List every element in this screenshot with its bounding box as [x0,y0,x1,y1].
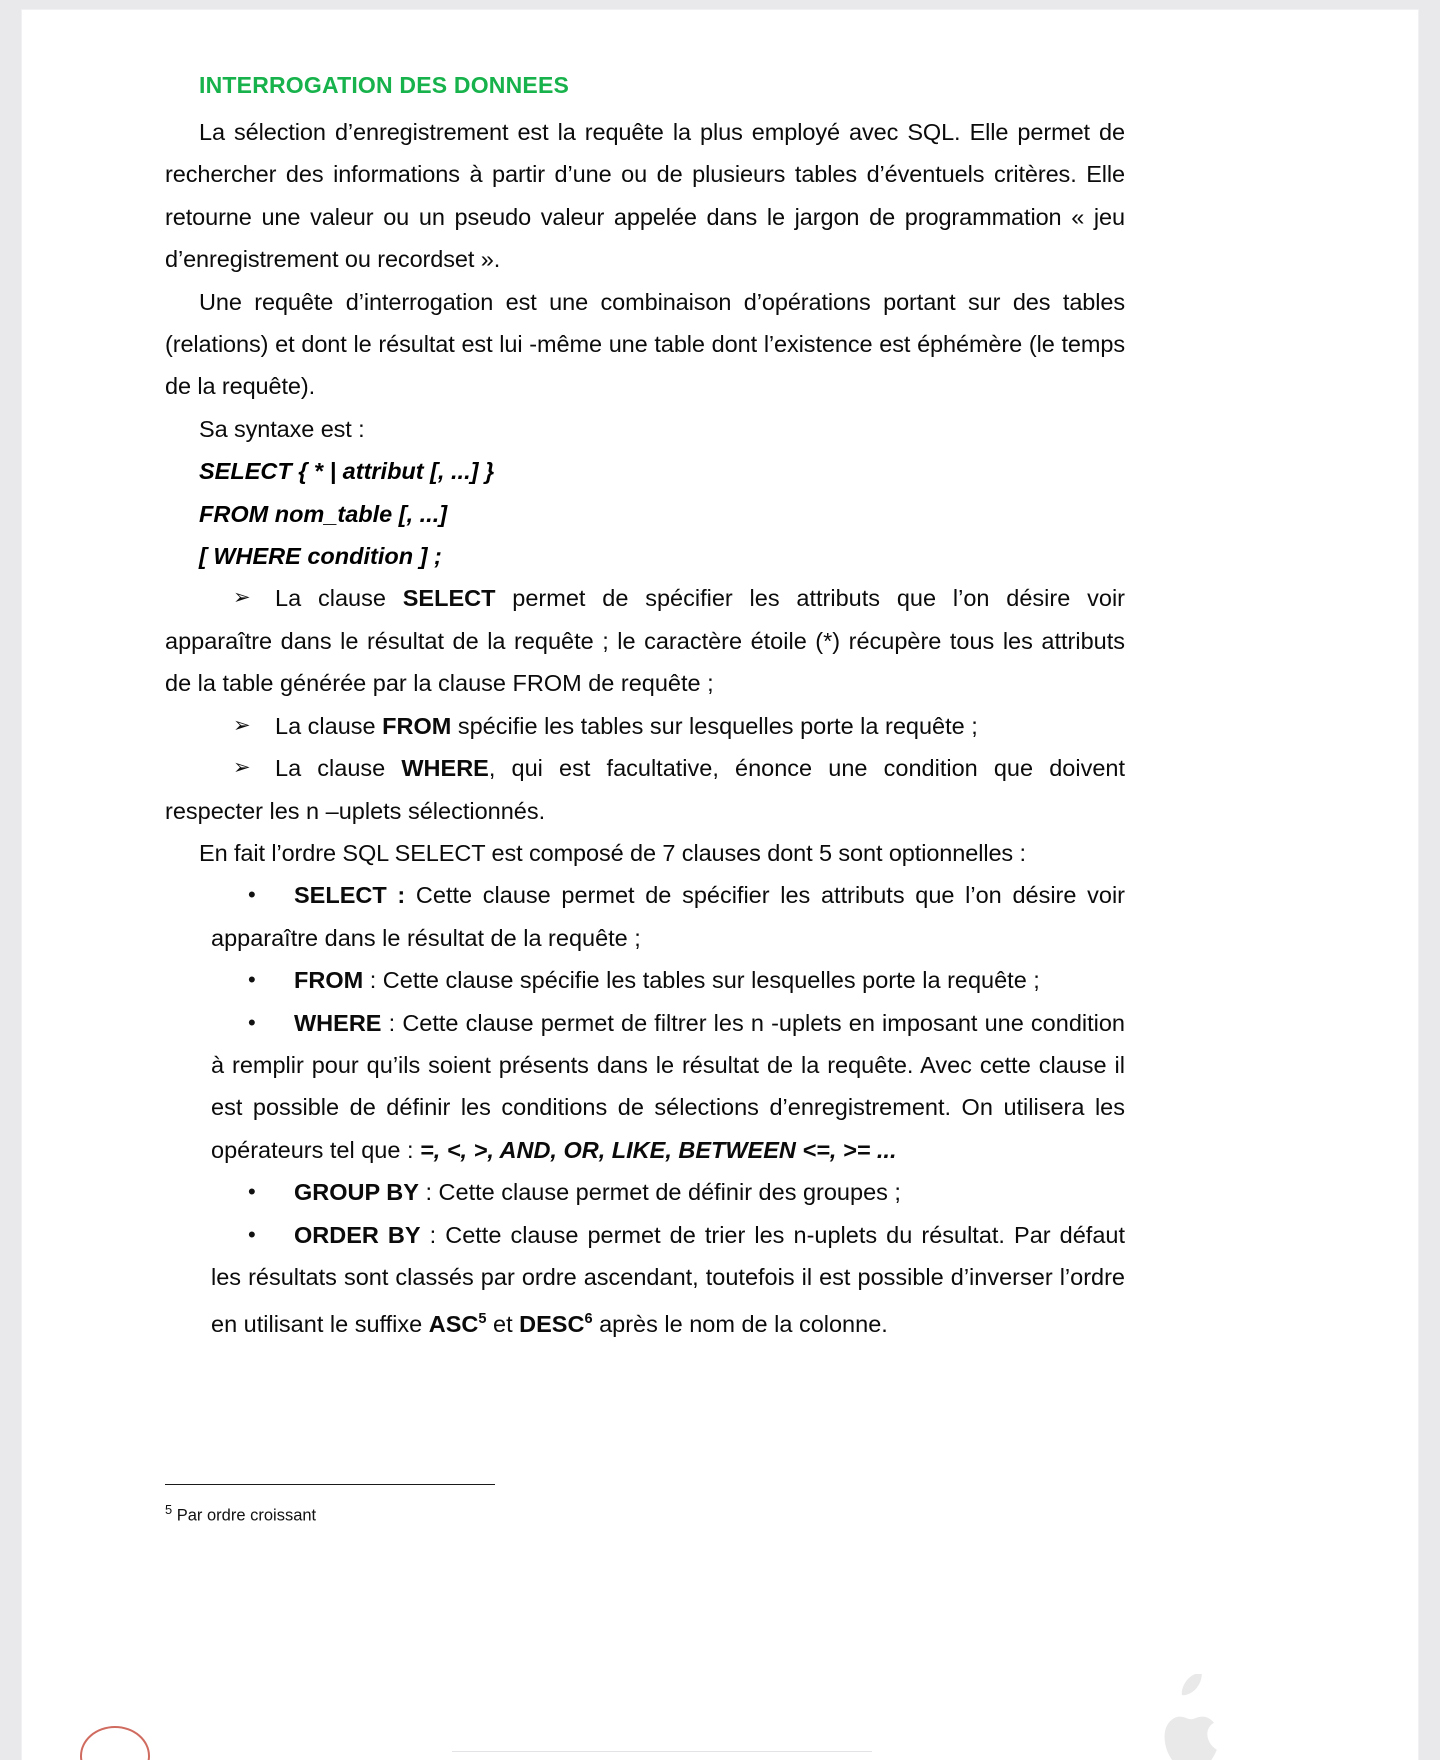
dot-bullet-icon: • [248,1221,256,1247]
list-item [165,959,1125,1001]
red-stamp-watermark [80,1726,150,1760]
paragraph-clause-count: En fait l’ordre SQL SELECT est composé de 7 clauses dont 5 sont optionnelles : [199,839,1026,866]
list-item-keyword: SELECT : [294,882,406,909]
syntax-line-where: [ WHERE condition ] ; [199,543,442,570]
dot-bullet-icon: • [248,967,256,993]
list-item-text: : Cette clause permet de filtrer les n -uplets en imposant une condition à remplir pour qu’ils soient présents dans le résultat de la requête. Avec cette clause il est possible de définir les conditions de sélections d’enregistrement. On utilisera les opérateurs tel que : [211,1009,1125,1163]
list-item [165,577,1125,704]
paragraph-definition: Une requête d’interrogation est une combinaison d’opérations portant sur des tables (relations) et dont le résultat est lui -même une table dont l’existence est éphémère (le temps de la requête). [165,288,1125,400]
footnote-marker: 5 [165,1502,173,1517]
list-item-tail: après le nom de la colonne. [592,1311,888,1338]
list-item-keyword: FROM [294,967,364,994]
list-item [165,1002,1125,1172]
footnote-ref-5: 5 [478,1311,487,1328]
sql-operators: =, <, >, AND, OR, LIKE, BETWEEN <=, >= ... [420,1136,897,1163]
syntax-line-select: SELECT { * | attribut [, ...] } [199,458,495,485]
footnote [165,1498,316,1528]
viewer-left-strip [0,0,22,1760]
list-item-keyword: WHERE [401,755,489,782]
list-item-text: : Cette clause permet de trier les n-uplets du résultat. Par défaut les résultats sont classés par ordre ascendant, toutefois il est possible d’inverser l’ordre en utilisant le suffixe [211,1221,1125,1338]
list-item-keyword: SELECT [402,585,496,612]
arrow-bullet-icon: ➢ [233,756,251,780]
list-item-text: spécifie les tables sur lesquelles porte la requête ; [451,712,978,739]
list-item-text: , qui est facultative, énonce une condition que doivent respecter les n –uplets sélectionnés. [165,755,1125,824]
page-content [165,72,1125,1346]
footnote-ref-6: 6 [584,1311,593,1328]
page-title: INTERROGATION DES DONNEES [199,72,570,98]
list-item-keyword: ORDER BY [294,1221,421,1248]
apple-logo-icon [1140,1674,1232,1760]
list-item-lead: La clause [275,585,403,612]
list-item-keyword: GROUP BY [294,1179,419,1206]
dot-bullet-icon: • [248,882,256,908]
list-item-text: permet de spécifier les attributs que l’on désire voir apparaître dans le résultat de la requête ; le caractère étoile (*) récupère tous les attributs de la table générée par la clause FROM de requête ; [165,585,1125,697]
page-bottom-divider [452,1751,872,1752]
viewer-right-strip [1418,0,1440,1760]
keyword-desc: DESC [519,1311,585,1338]
footnote-text: Par ordre croissant [172,1506,317,1525]
dot-bullet-icon: • [248,1009,256,1035]
list-item-keyword: WHERE [294,1009,382,1036]
list-item [165,874,1125,959]
paragraph-syntax-lead: Sa syntaxe est : [199,415,365,442]
document-page [22,10,1418,1760]
list-item-lead: La clause [275,712,383,739]
footnote-separator [165,1484,495,1485]
list-item-keyword: FROM [382,712,452,739]
conjunction: et [486,1311,520,1338]
arrow-bullet-icon: ➢ [233,713,251,737]
arrow-bullet-icon: ➢ [233,586,251,610]
viewer-top-strip [0,0,1440,10]
paragraph-intro: La sélection d’enregistrement est la requête la plus employé avec SQL. Elle permet de rechercher des informations à partir d’une ou de plusieurs tables d’éventuels critères. Elle retourne une valeur ou un pseudo valeur appelée dans le jargon de programmation « jeu d’enregistrement ou recordset ». [165,119,1125,273]
list-item-lead: La clause [275,755,402,782]
list-item-text: : Cette clause permet de définir des groupes ; [418,1179,901,1206]
syntax-line-from: FROM nom_table [, ...] [199,500,448,527]
list-item [165,1171,1125,1213]
list-item-text: : Cette clause spécifie les tables sur lesquelles porte la requête ; [363,967,1040,994]
list-item [165,747,1125,832]
dot-bullet-icon: • [248,1179,256,1205]
list-item [165,1214,1125,1346]
list-item-text: Cette clause permet de spécifier les attributs que l’on désire voir apparaître dans le résultat de la requête ; [211,882,1126,951]
keyword-asc: ASC [428,1311,479,1338]
list-item [165,705,1125,747]
